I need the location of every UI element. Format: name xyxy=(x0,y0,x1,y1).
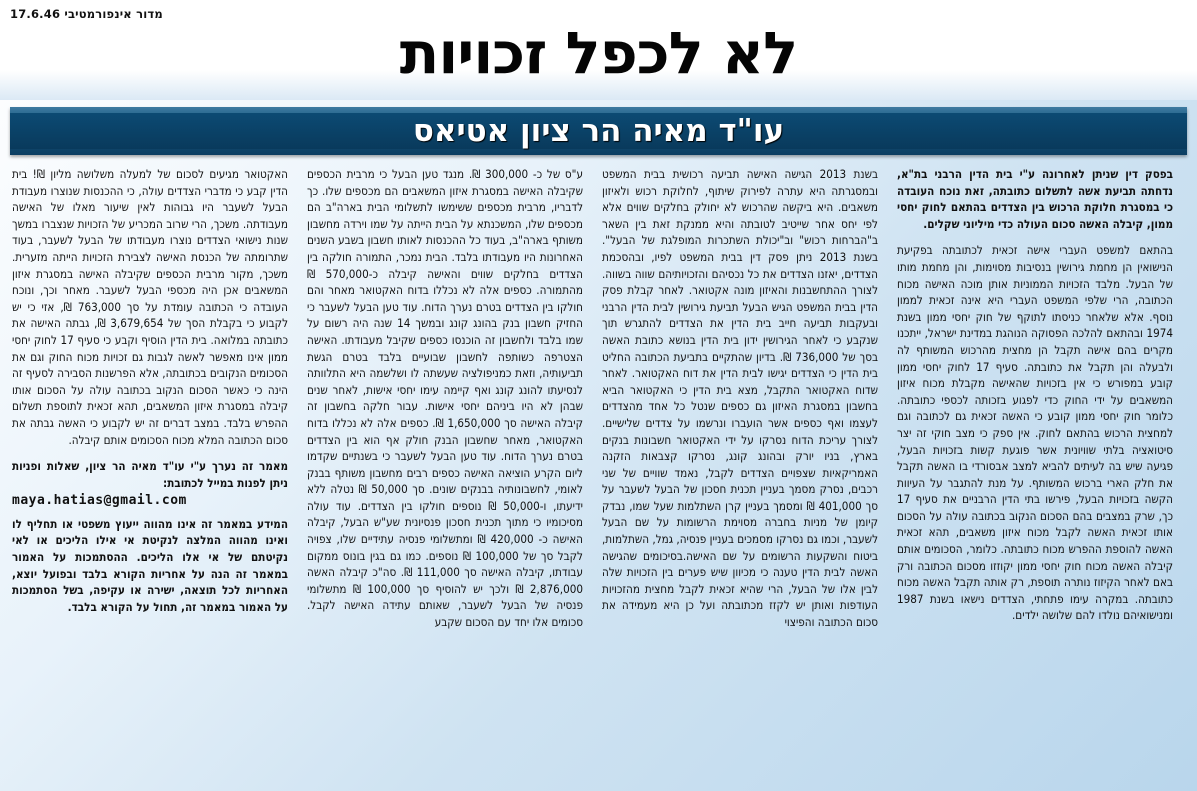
page-title: לא לכפל זכויות xyxy=(399,19,798,87)
article-column-2 xyxy=(602,166,878,791)
article-columns xyxy=(10,166,1190,791)
disclaimer: המידע במאמר זה אינו מהווה ייעוץ משפטי או תחליף לו ואינו מהווה המלצה לנקיטת אי אילו הליכים או לאי נקיטתם של אי אלו הליכים. ההסתמכות על האמור במאמר זה הנה על אחריות הקורא בלבד ובפועל יוצא, האחריות לכל תוצאה, ישירה או עקיפה, בשל הסתמכות על האמור במאמר זה, תחול על הקורא בלבד. xyxy=(12,516,288,614)
article-paragraph: האקטואר מגיעים לסכום של למעלה משלושה מליון ₪! בית הדין קבע כי מדברי הצדדים עולה, כי ההכנסות שנוצרו מעבודת הבעל לשעבר היו גבוהות לאין שיעור מאלו של האישה מעבודתה. משכך, הרי שרוב המכריע של הזכויות שנצברו במשך שנות נישואי הצדדים נוצרו מעבודתו של הבעל לשעבר, בעוד שתרומתה של הכנסת האישה לצבירת הזכויות הייתה מזערית. משכך, מקור מרבית הכספים שקיבלה האישה במסגרת איזון המשאבים אכן היה מכספי הבעל לשעבר. מאחר וכך, ונוכח העובדה כי הכתובה עומדת על סך 763,000 ₪, אזי כי יש לקבוע כי בקבלת הסך של 3,679,654 ₪, גבתה האישה את כתובתה במלואה. בית הדין הוסיף וקבע כי סעיף 17 לחוק יחסי ממון אינו מאפשר לאשה לגבות גם זכויות מכוח החוק וגם את הסכומים הנקובים בכתובתה, אלא הפרשנות הסבירה לסעיף זה הינה כי כאשר הסכום הנקוב בכתובה עולה על הסכום אותו קיבלה במסגרת איזון המשאבים, תהא זכאית לתוספת תשלום ההפרש בלבד. במצב דברים זה יש לקבוע כי האשה גבתה את סכום הכתובה המלא מכוח הסכומים אותם קיבלה. xyxy=(12,167,288,447)
article-column-3 xyxy=(307,166,583,791)
author-email-link[interactable]: maya.hatias@gmail.com xyxy=(12,493,187,509)
article-paragraph: ע"ס של כ- 300,000 ₪. מנגד טען הבעל כי מרבית הכספים שקיבלה האישה במסגרת איזון המשאבים הם מכספים שלו. כך לדבריו, מרבית מכספים ששימשו לתשלומי הבית בארה"ב הם מכספים שלו, המשכנתא על הבית הייתה על שמו וירדה מחשבון משותף בארה"ב, בעוד כל ההכנסות לאותו חשבון בשבע השנים האחרונות היו מעבודתו בלבד. הבית נמכר, התמורה חולקה בין הצדדים בחלקים שווים והאישה קיבלה כ-570,000 ₪ מהתמורה. כספים אלה לא נכללו בדוח האקטואר מאחר והם חולקו בין הצדדים בטרם נערך הדוח. עוד טען הבעל לשעבר כי החזיק חשבון בנק בהונג קונג ובמשך 14 שנה היה רשום על שמו בלבד ולחשבון זה הוכנסו כספים שקיבל מעבודתו. האישה הצטרפה כשותפה לחשבון שבועיים בלבד בטרם הגשת תביעותיה, וזאת כמניפולציה שעשתה לו ושלשמה היא התלוותה לנסיעתו להונג קונג ואף קיימה עימו יחסי אישות, לאחר שנים שבהן לא היו ביניהם יחסי אישות. עבור חלקה בחשבון זה קיבלה האישה סך 1,650,000 ₪. כספים אלה לא נכללו בדוח האקטואר, מאחר שחשבון הבנק חולק אף הוא בין הצדדים בטרם נערך הדוח. עוד טען הבעל לשעבר כי בשנתיים שקדמו ליום הקרע הוציאה האישה כספים רבים מחשבון משותף בבנק לאומי, לחשבונותיה בבנקים שונים. סך 50,000 ₪ נטלה ללא ידיעתו, ו-50,000 ₪ נוספים חולקו בין הצדדים. עוד עולה מסיכומיו כי מתוך תכנית חסכון פנסיונית שע"ש הבעל, קיבלה האישה כ- 420,000 ₪ ומתשלומי פנסיה עתידיים שלו, צפויה לקבל סך של 100,000 ₪ נוספים. כמו גם בגין בונוס ממקום עבודתו, קיבלה האישה סך 111,000 ₪. סה"כ קיבלה האשה 2,876,000 ₪ ולכך יש להוסיף סך 100,000 ₪ מתשלומי פנסיה של הבעל לשעבר, שאותם עתידה האישה לקבל. סכומים אלו יחד עם הסכום שקבע xyxy=(307,167,583,630)
author-name: עו"ד מאיה הר ציון אטיאס xyxy=(412,113,785,149)
publication-label: מדור אינפורמטיבי 17.6.46 xyxy=(10,7,163,21)
author-bar xyxy=(10,107,1187,155)
article-paragraph: בשנת 2013 הגישה האישה תביעה רכושית בבית המשפט ובמסגרתה היא עתרה לפירוק שיתוף, לחלוקת רכוש ולאיזון משאבים. היא ביקשה שהרכוש לא יחולק בחלקים שווים אלא לפי יחס אחר שייטיב לטובתה והיא ממנקת זאת בין השאר ב"הברחות רכוש" וב"יכולת השתכרות המופלגת של הבעל". בשנת 2013 ניתן פסק דין בבית המשפט לפיו, ובהסכמת הצדדים, יאזנו הצדדים את כל נכסיהם והזכויותיהם שווה בשווה. לצורך ההתחשבנות והאיזון מונה אקטואר. לאחר קבלת פסק הדין בבית המשפט הגיש הבעל תביעת גירושין לבית הדין הרבני ובעקבות תביעה חייב בית הדין את הצדדים להתגרש תוך שנקבע כי לאחר הגירושין ידון בית הדין בנושא כתובת האשה בסך של 736,000 ₪. בדיון שהתקיים בתביעת הכתובה החליט בית הדין כי הצדדים יגישו לבית הדין את דוח האקטואר. לאחר שדוח האקטואר התקבל, מצא בית הדין כי האקטואר הביא בחשבון במסגרת האיזון גם כספים שנטל כל אחד מהצדדים לעצמו ואף כספים אשר הועברו ונרשמו על צדדים שלישיים. לצורך עריכת הדוח נסרקו על ידי האקטואר חשבונות בנקים בארץ, בניו יורק ובהונג קונג, נסרקו קצבאות הזקנה האמריקאיות שצפויים הצדדים לקבל, נאמד שוויים של שני רכבים, נסרק מסמך בעניין תכנית חסכון של הבעל לשעבר על סך 401,000 ₪ ומסמך בעניין קרן השתלמות שעל שמו, נבדק קיומן של מניות בחברה מסוימת הרשומות על שם הבעל לשעבר, וכמו גם נסרקו מסמכים בעניין פנסיה, גמל, השתלמות, ביטוח והשקעות הרשומים על שם האישה.בסיכומים שהגישה האשה לבית הדין טענה כי מכיוון שיש פערים בין הזכויות שלה לבין אלו של הבעל, הרי שהיא זכאית לקבל מחצית מהזכויות העודפות ואותן יש לקזז מכתובתה ועל כן היא מעמידה את סכום הכתובה והפיצוי xyxy=(602,167,878,630)
article-paragraph: בהתאם למשפט העברי אישה זכאית לכתובתה בפקיעת הנישואין הן מחמת גירושין בנסיבות מסוימות, והן מחמת מותו של הבעל. מלבד הזכויות הממוניות אותן מוכה האישה מכוח הכתובה, הרי שלפי המשפט העברי היא אינה זכאית לממון נוסף. אלא שלאחר כניסתו לתוקף של חוק יחסי ממון בשנת 1974 ובהתאם להלכה הפסוקה הנוהגת במדינת ישראל, ייתכנו מקרים בהם אישה תקבל הן מחצית מהרכוש המשותף לה ולבעלה והן תקבל את כתובתה. סעיף 17 לחוק יחסי ממון קובע במפורש כי אין בזכויות שהאישה מקבלת מכוח איזון המשאבים על ידי החוק כדי לפגוע בזכותה לכספי כתובתה. כלומר חוק יחסי ממון קובע כי האשה זכאית גם לכתובה וגם למחצית הרכוש בהתאם לחוק. אין ספק כי מצב חוקי זה יצר סיטואציה בלתי שוויונית אשר פוגעת קשות בזכויות הבעל, פגיעה שיש בה לעיתים להביא למצב אבסורדי בו האשה תקבל את חלק הארי ברכוש המשותף. על מנת להתגבר על העיוות הקשה בזכויות הבעל, פירשו בתי הדין הרבניים את סעיף 17 כך, שרק במצבים בהם הסכום הנקוב בכתובה עולה על הסכום אותו זכאית האשה לקבל מכוח איזון משאבים, תהא זכאית האשה להוספת ההפרש מכוח כתובתה. כלומר, הסכומים אותם קיבלה האשה מכוח חוק יחסי ממון יקוזזו מסכום הכתובה ורק באם לאחר הקיזוז נותרה תוספת, רק אותה תקבל האשה מכוח כתובתה. במקרה עימו פתחתי, הצדדים נישאו בשנת 1987 ומנישואיהם נולדו להם שלושה ילדים. xyxy=(897,243,1173,623)
author-note xyxy=(12,458,288,491)
article-column-1 xyxy=(897,166,1173,791)
author-note-text: מאמר זה נערך ע"י עו"ד מאיה הר ציון, שאלות ופניות ניתן לפנות במייל לכתובת: xyxy=(12,459,288,490)
article-column-4 xyxy=(12,166,288,791)
article-lead: בפסק דין שניתן לאחרונה ע"י בית הדין הרבני בת"א, נדחתה תביעת אשה לתשלום כתובתה, זאת נוכח העובדה כי במסגרת חלוקת הרכוש בין הצדדים בהתאם לחוק יחסי ממון, קיבלה האשה סכום העולה כדי מיליוני שקלים. xyxy=(897,167,1173,231)
